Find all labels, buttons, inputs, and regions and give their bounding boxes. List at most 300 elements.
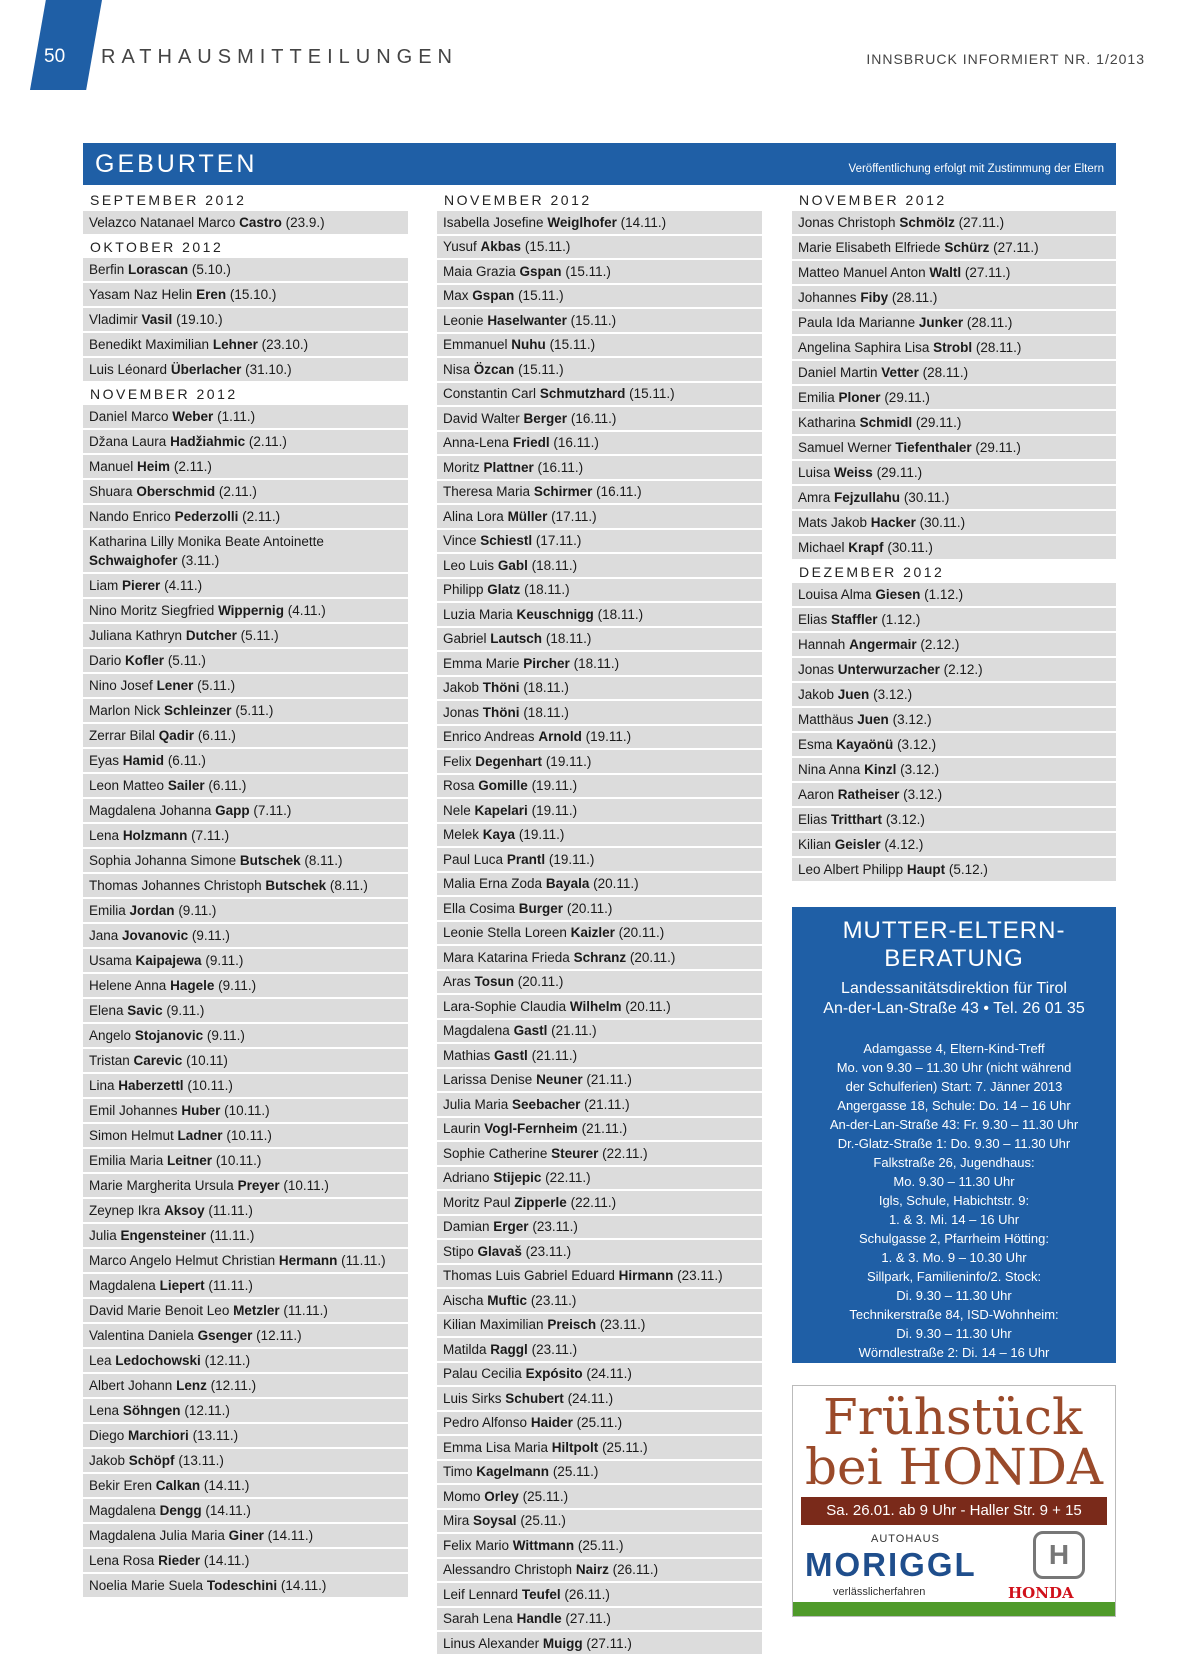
birth-entry [83,724,408,749]
birth-date: (10.11.) [215,1153,262,1168]
surname: Marchiori [128,1428,189,1443]
surname: Kaizler [570,925,615,940]
first-names: Hannah [798,637,846,652]
box-sub-line2: An-der-Lan-Straße 43 • Tel. 26 01 35 [823,1000,1085,1017]
birth-entry [792,608,1116,633]
birth-entry [792,336,1116,361]
birth-entry [83,924,408,949]
first-names: Maia Grazia [443,263,516,279]
first-names: Diego [89,1428,125,1443]
birth-date: (30.11.) [887,540,933,555]
first-names: Kilian Maximilian [443,1317,544,1332]
first-names: Sophie Catherine [443,1145,548,1161]
surname: Seebacher [512,1096,581,1112]
first-names: Jakob [443,680,480,695]
birth-entry [83,1099,408,1124]
birth-entry [83,599,408,624]
birth-entry [83,1449,408,1474]
surname: Friedl [512,435,550,450]
birth-date: (23.11.) [677,1268,723,1283]
surname: Engensteiner [120,1228,207,1243]
schedule-line: Mo. von 9.30 – 11.30 Uhr (nicht während [836,1060,1072,1075]
surname: Rieder [158,1553,201,1568]
birth-entry [437,1191,762,1216]
birth-date: (19.11.) [531,802,578,818]
birth-entry [83,530,408,574]
birth-date: (29.11.) [876,465,923,480]
birth-entry [437,1485,762,1510]
birth-date: (30.11.) [903,490,950,505]
schedule-line: der Schulferien) Start: 7. Jänner 2013 [845,1079,1063,1094]
birth-entry [437,775,762,800]
birth-entry [437,1412,762,1437]
birth-date: (24.11.) [567,1390,614,1406]
first-names: Elias [798,812,828,827]
birth-date: (11.11.) [208,1203,253,1218]
birth-entry [437,1534,762,1559]
surname: Weber [172,409,214,424]
birth-date: (9.11.) [206,1028,245,1043]
birth-date: (17.11.) [535,533,582,548]
surname: Haberzettl [118,1078,184,1093]
birth-entry [437,554,762,579]
birth-date: (26.11.) [564,1586,610,1602]
birth-date: (28.11.) [966,315,1013,330]
first-names: Katharina [798,415,856,430]
birth-date: (9.11.) [191,928,230,943]
surname: Unterwurzacher [837,662,940,677]
birth-entry [437,260,762,285]
birth-entry [792,708,1116,733]
surname: Pircher [523,655,570,671]
ad-slogan: verlässlicherfahren [833,1586,926,1598]
birth-date: (5.11.) [167,653,206,668]
surname: Lener [156,678,194,693]
surname: Geisler [834,837,881,852]
birth-date: (15.11.) [629,386,675,401]
birth-entry [83,999,408,1024]
birth-date: (28.11.) [922,365,969,380]
surname: Calkan [155,1478,201,1493]
surname: Schwaighofer [89,553,178,568]
first-names: Tristan [89,1053,130,1068]
surname: Schmidl [859,415,913,430]
first-names: Johannes [798,290,857,305]
birth-date: (16.11.) [570,410,617,426]
birth-date: (31.10.) [245,362,292,377]
surname: Holzmann [122,828,188,843]
birth-date: (29.11.) [975,440,1021,455]
birth-date: (15.11.) [518,288,564,303]
birth-date: (8.11.) [304,853,343,868]
birth-date: (22.11.) [570,1194,617,1210]
birth-date: (3.12.) [885,812,925,827]
mutter-eltern-beratung-box [792,907,1116,1363]
surname: Gsenger [197,1328,253,1343]
birth-entry [437,1142,762,1167]
first-names: Larissa Denise [443,1072,533,1087]
schedule-line: Adamgasse 4, Eltern-Kind-Treff [863,1041,1045,1056]
first-names: Eyas [89,753,120,768]
birth-date: (10.11.) [224,1103,270,1118]
surname: Kayaönü [836,737,894,752]
surname: Thöni [482,704,520,720]
surname: Dutcher [185,628,237,643]
birth-entry [437,750,762,775]
surname: Castro [239,215,282,230]
surname: Qadir [158,728,195,743]
schedule-line: Di. 9.30 – 11.30 Uhr [896,1288,1012,1303]
month-heading: NOVEMBER 2012 [799,192,947,208]
birth-entry [437,971,762,996]
birth-date: (1.11.) [217,409,256,424]
birth-entry [792,286,1116,311]
first-names: Louisa Alma [798,587,872,602]
birth-entry [437,897,762,922]
birth-date: (9.11.) [205,953,244,968]
birth-date: (25.11.) [602,1439,648,1455]
birth-date: (18.11.) [573,655,620,671]
first-names: Sarah Lena [443,1611,513,1626]
surname: Zipperle [514,1194,567,1210]
surname: Carevic [133,1053,183,1068]
birth-date: (10.11.) [226,1128,272,1143]
birth-date: (16.11.) [596,484,642,499]
birth-date: (8.11.) [329,878,368,893]
surname: Todeschini [206,1578,278,1593]
birth-date: (21.11.) [581,1121,628,1136]
honda-logo-icon: H [1033,1531,1085,1579]
birth-date: (14.11.) [267,1528,314,1543]
birth-entry [83,1049,408,1074]
first-names: Emma Lisa Maria [443,1439,549,1455]
surname: Überlacher [170,362,242,377]
birth-date: (2.12.) [943,662,983,677]
first-names: Alessandro Christoph [443,1562,573,1577]
first-names: Matthäus [798,712,854,727]
banner-note: Veröffentlichung erfolgt mit Zustimmung der Eltern [848,163,1104,175]
births-column-1 [83,189,408,1599]
surname: Huber [181,1103,221,1118]
surname: Nuhu [511,337,546,352]
surname: Lenz [176,1378,207,1393]
birth-entry [437,677,762,702]
schedule-line: Sillpark, Familieninfo/2. Stock: [866,1269,1042,1284]
surname: Butschek [265,878,327,893]
schedule-line: Dr.-Glatz-Straße 1: Do. 9.30 – 11.30 Uhr [837,1136,1071,1151]
birth-date: (18.11.) [524,582,570,597]
first-names: Adriano [443,1170,490,1185]
birth-entry [83,1524,408,1549]
birth-date: (27.11.) [964,265,1011,280]
ad-headline-1: Frühstück [823,1388,1083,1446]
birth-date: (14.11.) [620,214,667,230]
birth-date: (11.11.) [341,1253,386,1268]
birth-entry [83,455,408,480]
birth-entry [792,633,1116,658]
surname: Hadžiahmic [170,434,246,449]
birth-date: (3.12.) [892,712,932,727]
schedule-line: Technikerstraße 84, ISD-Wohnheim: [849,1307,1059,1322]
birth-date: (24.11.) [586,1366,632,1381]
birth-date: (2.12.) [920,637,960,652]
surname: Kapelari [474,802,528,818]
surname: Steurer [551,1145,599,1161]
surname: Glavaš [477,1243,522,1259]
birth-entry [83,574,408,599]
birth-date: (14.11.) [203,1553,250,1568]
birth-entry [83,258,408,283]
schedule-line: Schulgasse 2, Pfarrheim Hötting: [858,1231,1050,1246]
surname: Neuner [536,1072,583,1087]
surname: Weiglhofer [547,214,617,230]
surname: Lorascan [128,262,189,277]
birth-entry [437,1167,762,1192]
surname: Hirmann [618,1268,674,1283]
birth-entry [83,1474,408,1499]
first-names: David Walter [443,410,520,426]
first-names: Magdalena [89,1503,156,1518]
first-names: Juliana Kathryn [89,628,183,643]
surname: Wittmann [512,1537,575,1553]
birth-entry [83,749,408,774]
surname: Eren [196,287,227,302]
surname: Nairz [575,1562,609,1577]
surname: Oberschmid [136,484,216,499]
first-names: Elena [89,1003,124,1018]
grass-decoration [793,1602,1115,1616]
first-names: Nisa [443,361,471,377]
issue-label: INNSBRUCK INFORMIERT NR. 1/2013 [866,51,1145,67]
birth-entry [437,824,762,849]
surname: Lautsch [490,631,543,646]
birth-entry [792,783,1116,808]
birth-entry [792,683,1116,708]
first-names: Valentina Daniela [89,1328,194,1343]
first-names: Melek [443,827,480,842]
birth-date: (9.11.) [178,903,217,918]
birth-date: (7.11.) [191,828,230,843]
first-names: Usama [89,953,132,968]
first-names: Lena Rosa [89,1553,155,1568]
birth-entry [792,583,1116,608]
surname: Vetter [881,365,919,380]
first-names: Stipo [443,1243,474,1259]
birth-date: (5.10.) [191,262,231,277]
first-names: Liam [89,578,119,593]
birth-date: (27.11.) [586,1635,632,1651]
birth-entry [437,334,762,359]
surname: Degenhart [475,753,543,769]
surname: Schiestl [480,533,533,548]
birth-date: (21.11.) [586,1072,632,1087]
surname: Akbas [480,239,522,254]
birth-date: (27.11.) [958,215,1005,230]
first-names: Yasam Naz Helin [89,287,193,302]
month-heading: SEPTEMBER 2012 [90,192,247,208]
surname: Berger [523,410,568,426]
first-names: Luis Sirks [443,1390,502,1406]
surname: Gspan [472,288,515,303]
birth-entry [83,1024,408,1049]
ad-headline-2: bei HONDA [805,1438,1104,1496]
surname: Glatz [487,582,521,597]
birth-date: (25.11.) [577,1537,624,1553]
birth-date: (26.11.) [612,1562,659,1577]
birth-entry [437,1216,762,1241]
surname: Expósito [525,1366,583,1381]
surname: Metzler [233,1303,280,1318]
birth-entry [83,405,408,430]
birth-entry [437,995,762,1020]
birth-entry [83,283,408,308]
honda-breakfast-ad[interactable] [792,1385,1116,1617]
surname: Schmölz [899,215,955,230]
birth-entry [437,1387,762,1412]
surname: Stojanovic [134,1028,204,1043]
birth-entry [437,383,762,408]
birth-date: (30.11.) [919,515,966,530]
surname: Juen [837,687,870,702]
birth-entry [83,674,408,699]
first-names: Damian [443,1219,490,1234]
surname: Schleinzer [164,703,232,718]
first-names: Sophia Johanna Simone [89,853,237,868]
birth-date: (18.11.) [523,680,569,695]
birth-date: (3.12.) [897,737,937,752]
first-names: Emmanuel [443,337,508,352]
birth-entry [437,848,762,873]
birth-entry [83,1199,408,1224]
surname: Giesen [875,587,921,602]
births-column-2 [437,189,762,1654]
birth-date: (4.11.) [164,578,203,593]
birth-entry [83,1324,408,1349]
box-schedule [792,1039,1116,1362]
first-names: Thomas Johannes Christoph [89,878,262,893]
birth-entry [83,1374,408,1399]
birth-entry [437,1461,762,1486]
surname: Kagelmann [476,1464,550,1479]
birth-entry [792,858,1116,883]
birth-entry [437,1363,762,1388]
birth-date: (11.11.) [283,1303,328,1318]
birth-entry [437,1608,762,1633]
first-names: Lea [89,1353,112,1368]
first-names: Theresa Maria [443,484,531,499]
surname: Soysal [473,1513,517,1528]
first-names: Angelo [89,1028,132,1043]
first-names: Momo [443,1488,481,1504]
schedule-line: Igls, Schule, Habichtstr. 9: [878,1193,1030,1208]
surname: Gastl [513,1023,548,1038]
schedule-line: An-der-Lan-Straße 43: Fr. 9.30 – 11.30 Uhr [829,1117,1079,1132]
schedule-line: 1. & 3. Mi. 14 – 16 Uhr [888,1212,1020,1227]
birth-entry [83,1549,408,1574]
birth-entry [792,411,1116,436]
birth-entry [83,1074,408,1099]
first-names: Linus Alexander [443,1635,540,1651]
birth-entry [83,430,408,455]
birth-date: (23.11.) [530,1292,577,1308]
birth-date: (22.11.) [602,1145,648,1161]
birth-entry [83,624,408,649]
birth-date: (2.11.) [248,434,287,449]
surname: Jordan [129,903,175,918]
birth-date: (23.11.) [599,1317,646,1332]
surname: Weiss [834,465,873,480]
birth-date: (3.11.) [181,553,220,568]
birth-entry [437,530,762,555]
birth-entry [437,603,762,628]
surname: Thöni [482,680,520,695]
surname: Savic [127,1003,163,1018]
birth-entry [437,505,762,530]
surname: Kaipajewa [135,953,202,968]
surname: Heim [137,459,171,474]
first-names: Mats Jakob [798,515,868,530]
first-names: Jonas [443,704,480,720]
surname: Gomille [478,778,528,793]
birth-date: (28.11.) [975,340,1022,355]
birth-entry [437,1436,762,1461]
birth-entry [792,758,1116,783]
first-names: Vladimir [89,312,138,327]
birth-date: (10.11.) [187,1078,233,1093]
first-names: Thomas Luis Gabriel Eduard [443,1268,615,1283]
first-names: Mira [443,1513,470,1528]
birth-date: (21.11.) [584,1096,630,1112]
first-names: Rosa [443,778,475,793]
birth-date: (19.10.) [176,312,223,327]
honda-wordmark: HONDA [1008,1584,1074,1602]
first-names: Helene Anna [89,978,167,993]
birth-entry [437,1314,762,1339]
surname: Gapp [215,803,250,818]
birth-entry [437,1510,762,1535]
birth-date: (18.11.) [545,631,592,646]
birth-date: (6.11.) [208,778,247,793]
birth-date: (20.11.) [593,876,639,891]
birth-entry [792,733,1116,758]
surname: Haider [530,1415,573,1430]
birth-date: (29.11.) [884,390,930,405]
birth-date: (15.11.) [549,337,596,352]
first-names: Leonie [443,312,484,328]
birth-entry [83,874,408,899]
surname: Strobl [933,340,973,355]
first-names: Emil Johannes [89,1103,178,1118]
surname: Wilhelm [569,998,622,1014]
first-names: Julia Maria [443,1096,509,1112]
surname: Özcan [473,361,515,377]
birth-date: (16.11.) [553,435,599,450]
birth-entry [83,799,408,824]
surname: Ploner [838,390,881,405]
surname: Tiefenthaler [895,440,972,455]
surname: Raggl [490,1341,528,1357]
first-names: Moritz Paul [443,1194,511,1210]
birth-date: (2.11.) [242,509,281,524]
first-names: Marco Angelo Helmut Christian [89,1253,276,1268]
first-names: Albert Johann [89,1378,173,1393]
surname: Tosun [474,974,515,989]
birth-entry [83,699,408,724]
birth-entry [437,1044,762,1069]
birth-date: (17.11.) [551,508,597,524]
birth-date: (9.11.) [218,978,257,993]
surname: Ledochowski [115,1353,201,1368]
